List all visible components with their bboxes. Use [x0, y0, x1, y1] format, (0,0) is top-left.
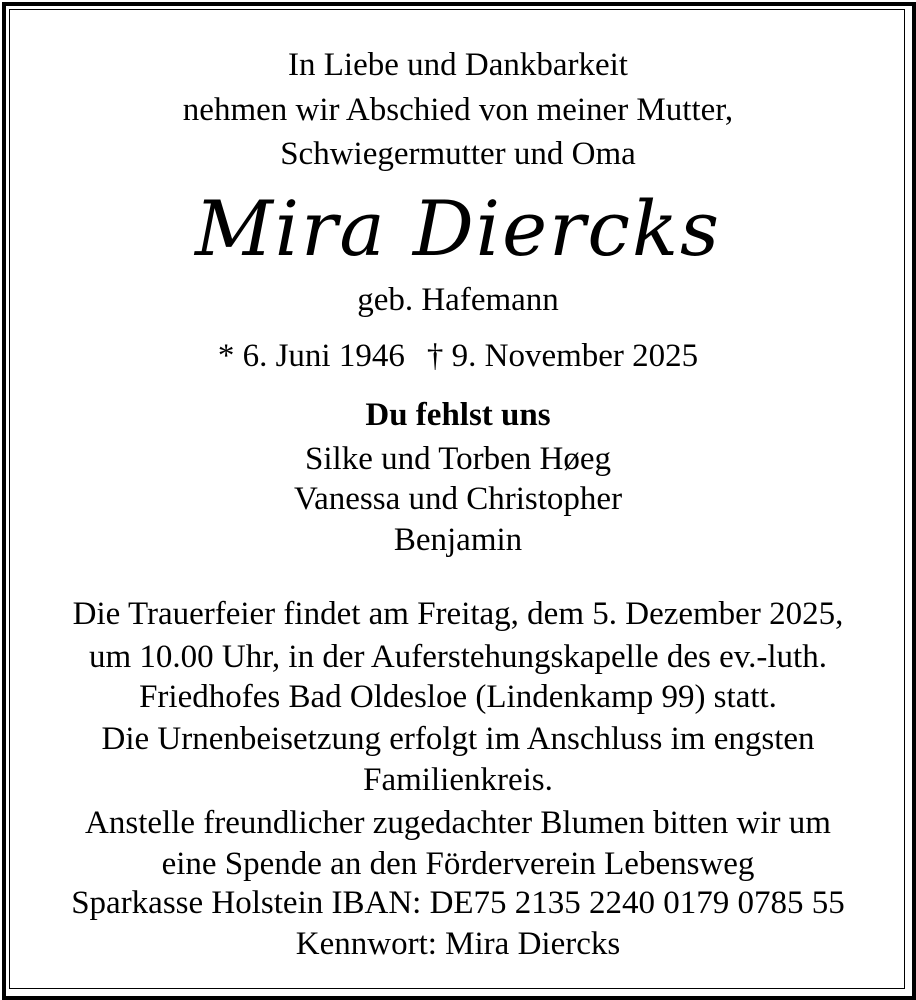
mourner-line: Vanessa und Christopher	[293, 481, 623, 517]
life-dates	[12, 337, 904, 375]
notice-line: um 10.00 Uhr, in der Auferstehungskapelle des ev.-luth.	[89, 639, 827, 675]
notice-line: Kennwort: Mira Diercks	[295, 926, 621, 962]
notice-line: eine Spende an den Förderverein Lebensweg	[161, 846, 755, 882]
notice-line: Friedhofes Bad Oldesloe (Lindenkamp 99) statt.	[139, 679, 777, 715]
birth-name: geb. Hafemann	[357, 282, 559, 318]
birth-date: * 6. Juni 1946	[217, 338, 405, 374]
intro-line-1: In Liebe und Dankbarkeit	[288, 47, 628, 83]
mourner-line: Benjamin	[393, 522, 523, 558]
notice-line: Anstelle freundlicher zugedachter Blumen bitten wir um	[85, 805, 831, 841]
intro-line-2: nehmen wir Abschied von meiner Mutter,	[182, 92, 734, 128]
bank-details: Sparkasse Holstein IBAN: DE75 2135 2240 0179 0785 55	[71, 885, 845, 921]
obituary-notice	[12, 0, 904, 1000]
mourner-line: Silke und Torben Høeg	[305, 441, 611, 477]
notice-line: Die Trauerfeier findet am Freitag, dem 5. Dezember 2025,	[72, 596, 844, 632]
mourners-heading: Du fehlst uns	[365, 397, 551, 433]
deceased-name: Mira Diercks	[194, 184, 722, 273]
notice-line: Familienkreis.	[363, 762, 553, 798]
notice-line: Die Urnenbeisetzung erfolgt im Anschluss im engsten	[101, 721, 815, 757]
death-date: † 9. November 2025	[426, 338, 699, 374]
intro-line-3: Schwiegermutter und Oma	[280, 136, 636, 172]
